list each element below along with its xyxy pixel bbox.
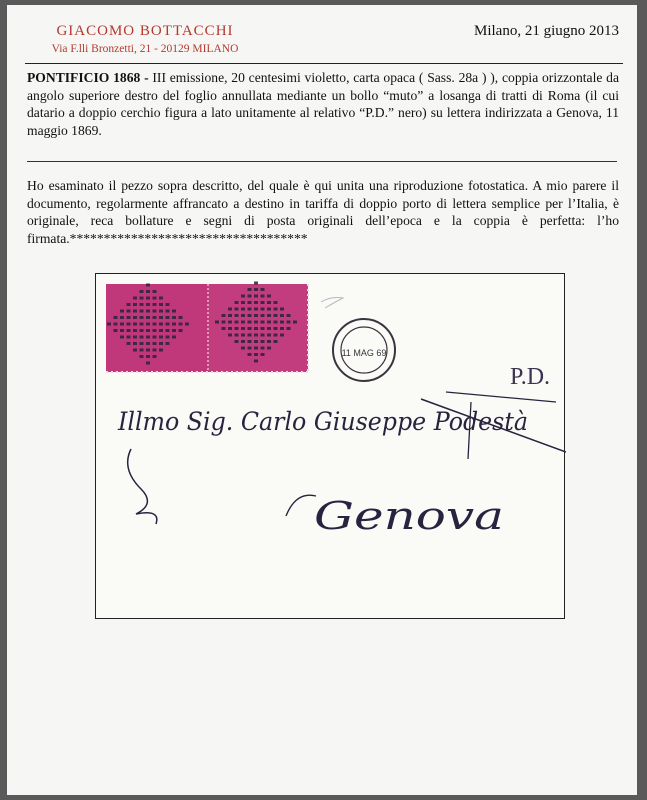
section-divider [27,161,617,162]
header-divider [25,63,623,64]
certificate-sheet [7,5,637,795]
pd-mark: P.D. [510,364,551,390]
address-line: Illmo Sig. Carlo Giuseppe Podestà [117,407,529,436]
description-text: III emissione, 20 centesimi violetto, carta opaca ( Sass. 28a ) ), coppia orizzontale da angolo superiore destro del foglio annullata mediante un bollo “muto” a losanga di tratti di Roma (il cui datario a doppio cerchio figura a lato unitamente al relativo “P.D.” nero) su lettera indirizzata a Genova, 11 maggio 1869. [27,70,619,138]
certificate-paragraph: Ho esaminato il pezzo sopra descritto, del quale è qui unita una riproduzione fotostatica. A mio parere il documento, regolarmente affrancato a destino in tariffa di doppio porto di lettera semplice per l’Italia, è originale, reca bollature e segni di posta originali dell’epoca e la coppia è perfetta: l’ho firmata.*********************************** [27,178,619,246]
cover-photo [95,273,565,619]
postmark [333,319,395,381]
place-date: Milano, 21 giugno 2013 [474,23,619,39]
postmark-date: 11 MAG 69 [341,348,387,358]
company-address: Via F.lli Bronzetti, 21 - 20129 MILANO [51,43,239,55]
cover-image [96,274,566,620]
company-name: GIACOMO BOTTACCHI [56,23,234,39]
description-lead: PONTIFICIO 1868 - [27,70,149,85]
stamp-pair [106,282,308,373]
description-paragraph [27,69,619,139]
letterhead [35,23,255,55]
city-name: Genova [314,494,504,538]
